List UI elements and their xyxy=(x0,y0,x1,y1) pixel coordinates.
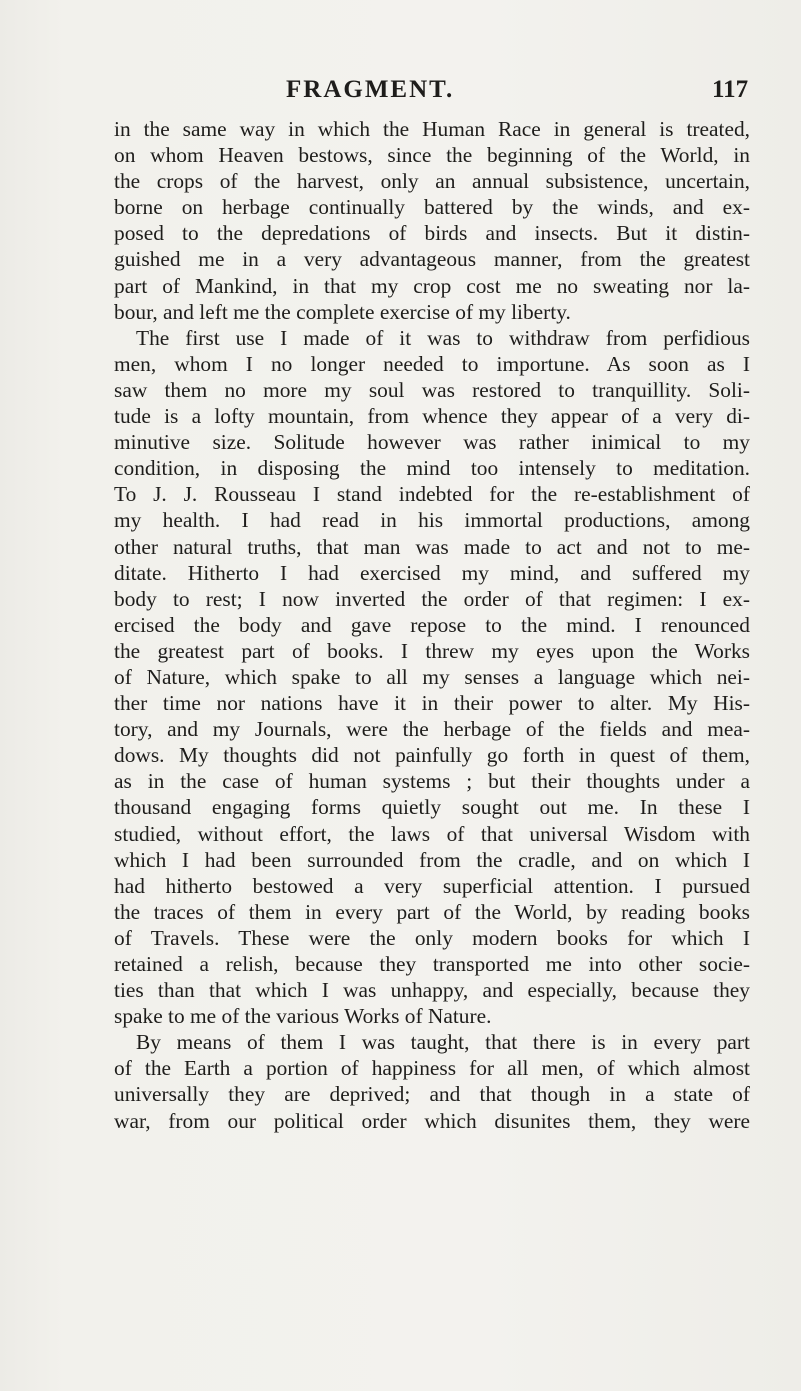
text-line: minutive size. Solitude however was rather inimical to my xyxy=(114,430,750,455)
text-line: other natural truths, that man was made to act and not to me- xyxy=(114,534,750,559)
text-line: saw them no more my soul was restored to tranquillity. Soli- xyxy=(114,377,750,402)
text-line: ties than that which I was unhappy, and especially, because they xyxy=(114,978,750,1003)
text-line: guished me in a very advantageous manner, from the greatest xyxy=(114,247,750,272)
text-line: part of Mankind, in that my crop cost me no sweating nor la- xyxy=(114,273,750,298)
paragraph-3 xyxy=(114,1029,750,1133)
text-line: condition, in disposing the mind too intensely to meditation. xyxy=(114,456,750,481)
text-line: ditate. Hitherto I had exercised my mind, and suffered my xyxy=(114,560,750,585)
text-line: tory, and my Journals, were the herbage of the fields and mea- xyxy=(114,717,750,742)
text-line: ercised the body and gave repose to the mind. I renounced xyxy=(114,612,750,637)
body-text xyxy=(114,116,750,1134)
text-line: my health. I had read in his immortal productions, among xyxy=(114,508,750,533)
text-line: The first use I made of it was to withdraw from perfidious xyxy=(136,325,750,350)
text-line: ther time nor nations have it in their power to alter. My His- xyxy=(114,691,750,716)
text-line: body to rest; I now inverted the order of that regimen: I ex- xyxy=(114,586,750,611)
text-line: of the Earth a portion of happiness for all men, of which almost xyxy=(114,1056,750,1081)
text-line: studied, without effort, the laws of that universal Wisdom with xyxy=(114,821,750,846)
text-line: of Nature, which spake to all my senses a language which nei- xyxy=(114,664,750,689)
text-line: dows. My thoughts did not painfully go forth in quest of them, xyxy=(114,743,750,768)
text-line: the crops of the harvest, only an annual subsistence, uncertain, xyxy=(114,169,750,194)
text-line: war, from our political order which disunites them, they were xyxy=(114,1108,750,1133)
text-line: retained a relish, because they transported me into other socie- xyxy=(114,952,750,976)
text-line: men, whom I no longer needed to importune. As soon as I xyxy=(114,351,750,376)
text-line: posed to the depredations of birds and insects. But it distin- xyxy=(114,221,750,246)
text-line: on whom Heaven bestows, since the beginning of the World, in xyxy=(114,143,750,168)
text-line: spake to me of the various Works of Nature. xyxy=(114,1004,492,1029)
paragraph-2 xyxy=(114,325,750,1030)
text-line: which I had been surrounded from the cradle, and on which I xyxy=(114,847,750,872)
text-line: tude is a lofty mountain, from whence they appear of a very di- xyxy=(114,404,750,429)
text-line: By means of them I was taught, that there is in every part xyxy=(136,1030,750,1055)
page-number: 117 xyxy=(712,76,749,103)
running-head: FRAGMENT. xyxy=(286,76,455,103)
text-line: borne on herbage continually battered by the winds, and ex- xyxy=(114,195,750,220)
text-line: of Travels. These were the only modern books for which I xyxy=(114,925,750,950)
text-line: the greatest part of books. I threw my eyes upon the Works xyxy=(114,638,750,663)
text-line: thousand engaging forms quietly sought out me. In these I xyxy=(114,795,750,820)
text-line: bour, and left me the complete exercise of my liberty. xyxy=(114,299,571,324)
text-line: the traces of them in every part of the World, by reading books xyxy=(114,899,750,924)
text-line: had hitherto bestowed a very superficial attention. I pursued xyxy=(114,873,750,898)
text-line: in the same way in which the Human Race in general is treated, xyxy=(114,117,750,141)
text-line: To J. J. Rousseau I stand indebted for the re-establishment of xyxy=(114,482,750,507)
page-header xyxy=(0,76,801,110)
text-line: universally they are deprived; and that though in a state of xyxy=(114,1082,750,1107)
text-line: as in the case of human systems ; but their thoughts under a xyxy=(114,769,750,794)
paragraph-1 xyxy=(114,116,750,325)
